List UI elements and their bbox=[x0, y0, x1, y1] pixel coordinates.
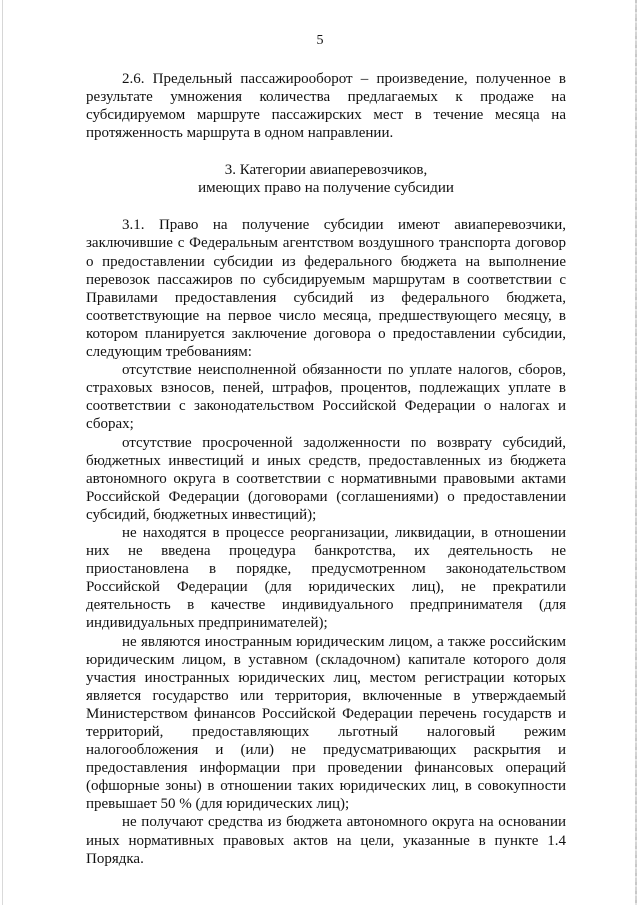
scan-left-edge bbox=[2, 0, 3, 905]
scan-right-edge bbox=[635, 0, 637, 905]
document-body bbox=[86, 70, 566, 868]
page-number: 5 bbox=[316, 33, 324, 48]
requirement-foreign-entity: не являются иностранным юридическим лицом, а также российским юридическим лицом, в уставном (складочном) капитале которого доля участия иностранных юридических лиц, местом регистрации которых является государство или территория, включенные в утверждаемый Министерством финансов Российской Федерации перечень государств и территорий, предоставляющих льготный налоговый режим налогообложения и (или) не предусматривающих раскрытия и предоставления информации при проведении финансовых операций (офшорные зоны) в отношении таких юридических лиц, в совокупности превышает 50 % (для юридических лиц); bbox=[86, 633, 566, 813]
section-title bbox=[86, 161, 566, 197]
requirement-debt: отсутствие просроченной задолженности по возврату субсидий, бюджетных инвестиций и иных средств, предоставленных из бюджета автономного округа в соответствии с нормативными правовыми актами Российской Федерации (договорами (соглашениями) о предоставлении субсидий, бюджетных инвестиций); bbox=[86, 434, 566, 523]
paragraph-3-1: 3.1. Право на получение субсидии имеют авиаперевозчики, заключившие с Федеральным агентством воздушного транспорта договор о предоставлении субсидии из федерального бюджета на выполнение перевозок пассажиров по субсидируемым маршрутам в соответствии с Правилами предоставления субсидий из федерального бюджета, соответствующие на первое число месяца, предшествующего месяцу, в котором планируется заключение договора о предоставлении субсидии, следующим требованиям: bbox=[86, 217, 566, 361]
section-title-line-2: имеющих право на получение субсидии bbox=[198, 180, 454, 197]
section-title-line-1: 3. Категории авиаперевозчиков, bbox=[224, 162, 428, 179]
requirement-taxes: отсутствие неисполненной обязанности по уплате налогов, сборов, страховых взносов, пеней, штрафов, процентов, подлежащих уплате в соответствии с законодательством Российской Федерации о налогах и сборах; bbox=[86, 362, 566, 433]
requirement-no-other-funds: не получают средства из бюджета автономного округа на основании иных нормативных правовых актов на цели, указанные в пункте 1.4 Порядка. bbox=[86, 814, 566, 867]
requirement-reorganization: не находятся в процессе реорганизации, ликвидации, в отношении них не введена процедура банкротства, их деятельность не приостановлена в порядке, предусмотренном законодательством Российской Федерации (для юридических лиц), не прекратили деятельность в качестве индивидуального предпринимателя (для индивидуальных предпринимателей); bbox=[86, 524, 566, 632]
paragraph-2-6: 2.6. Предельный пассажирооборот – произведение, полученное в результате умножения количества предлагаемых к продаже на субсидируемом маршруте пассажирских мест в течение месяца на протяженность маршрута в одном направлении. bbox=[86, 71, 566, 142]
